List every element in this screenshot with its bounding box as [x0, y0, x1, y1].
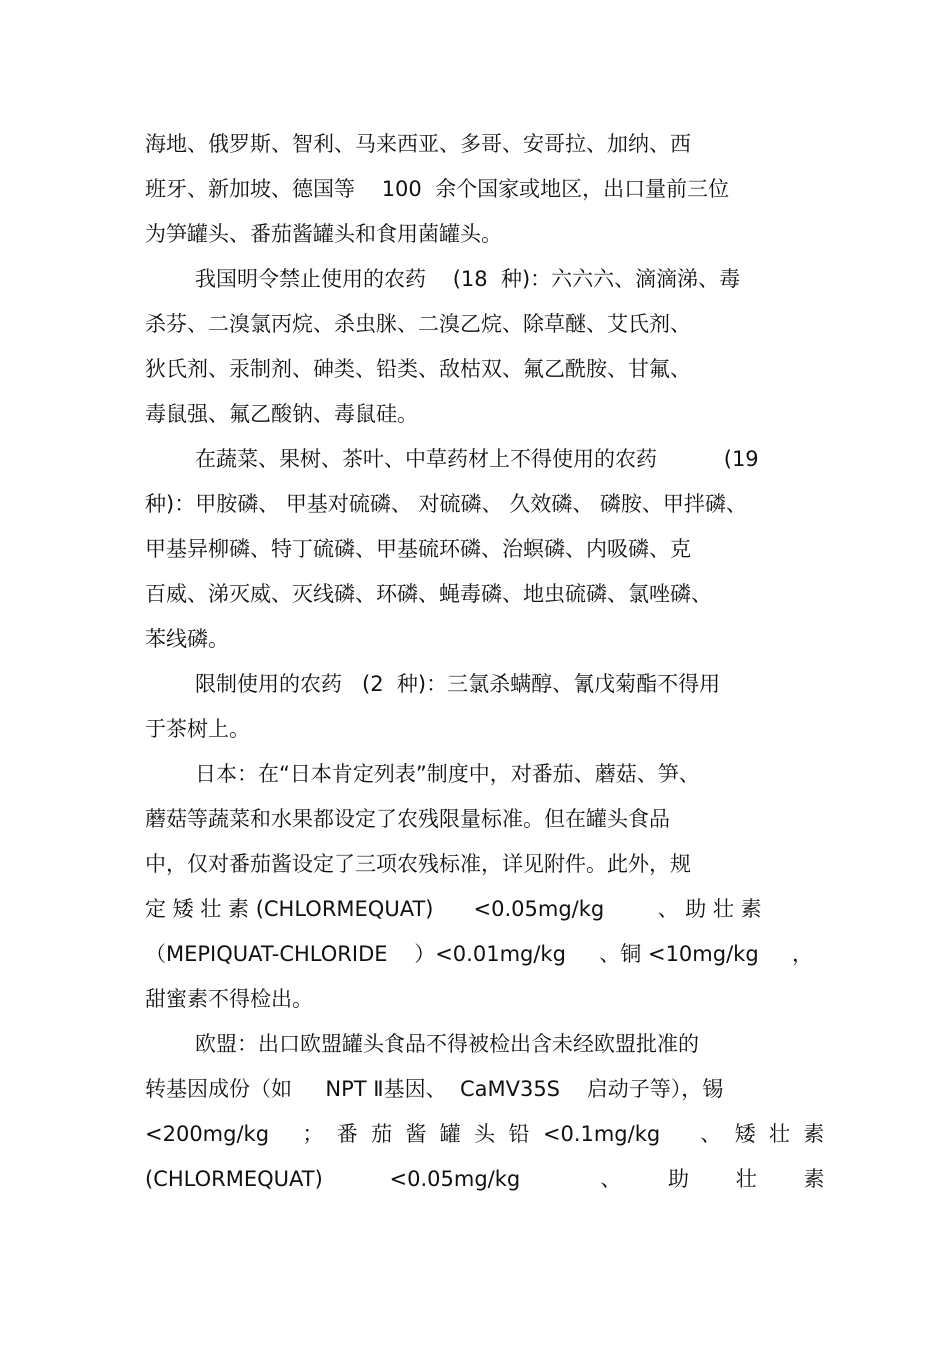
text-line: 甜蜜素不得检出。 — [145, 987, 313, 1011]
text-line: 为笋罐头、番茄酱罐头和食用菌罐头。 — [145, 222, 502, 246]
text-line: 毒鼠强、氟乙酸钠、毒鼠硅。 — [145, 402, 418, 426]
text-line: 种)：甲胺磷、 甲基对硫磷、 对硫磷、 久效磷、 磷胺、甲拌磷、 — [145, 492, 747, 516]
text-line: 欧盟：出口欧盟罐头食品不得被检出含未经欧盟批准的 — [195, 1032, 699, 1056]
text-line: 转基因成份（如 NPT Ⅱ基因、 CaMV35S 启动子等），锡 — [145, 1077, 724, 1101]
text-line: 狄氏剂、汞制剂、砷类、铅类、敌枯双、氟乙酰胺、甘氟、 — [145, 357, 691, 381]
text-line: <200mg/kg ； 番 茄 酱 罐 头 铅 <0.1mg/kg 、 矮 壮 素 — [145, 1122, 825, 1146]
text-line: 我国明令禁止使用的农药 (18 种)：六六六、滴滴涕、毒 — [195, 267, 741, 291]
text-line: （MEPIQUAT-CHLORIDE ）<0.01mg/kg 、铜 <10mg/kg ， — [145, 942, 814, 966]
text-line: 于茶树上。 — [145, 717, 250, 741]
text-line: 中，仅对番茄酱设定了三项农残标准，详见附件。此外，规 — [145, 852, 691, 876]
text-line: 蘑菇等蔬菜和水果都设定了农残限量标准。但在罐头食品 — [145, 807, 670, 831]
text-line: 甲基异柳磷、特丁硫磷、甲基硫环磷、治螟磷、内吸磷、克 — [145, 537, 691, 561]
text-line: 百威、涕灭威、灭线磷、环磷、蝇毒磷、地虫硫磷、氯唑磷、 — [145, 582, 712, 606]
text-line: 日本：在“日本肯定列表”制度中，对番茄、蘑菇、笋、 — [195, 762, 700, 786]
text-line: (CHLORMEQUAT) <0.05mg/kg 、 助 壮 素 — [145, 1167, 825, 1191]
text-line: 定 矮 壮 素 (CHLORMEQUAT) <0.05mg/kg 、 助 壮 素 — [145, 897, 762, 921]
text-line: 苯线磷。 — [145, 627, 229, 651]
text-line: 杀芬、二溴氯丙烷、杀虫脒、二溴乙烷、除草醚、艾氏剂、 — [145, 312, 691, 336]
text-line: 限制使用的农药 (2 种)：三氯杀螨醇、氰戊菊酯不得用 — [195, 672, 721, 696]
text-line: 海地、俄罗斯、智利、马来西亚、多哥、安哥拉、加纳、西 — [145, 132, 691, 156]
text-line: 在蔬菜、果树、茶叶、中草药材上不得使用的农药 (19 — [195, 447, 759, 471]
text-line: 班牙、新加坡、德国等 100 余个国家或地区，出口量前三位 — [145, 177, 730, 201]
